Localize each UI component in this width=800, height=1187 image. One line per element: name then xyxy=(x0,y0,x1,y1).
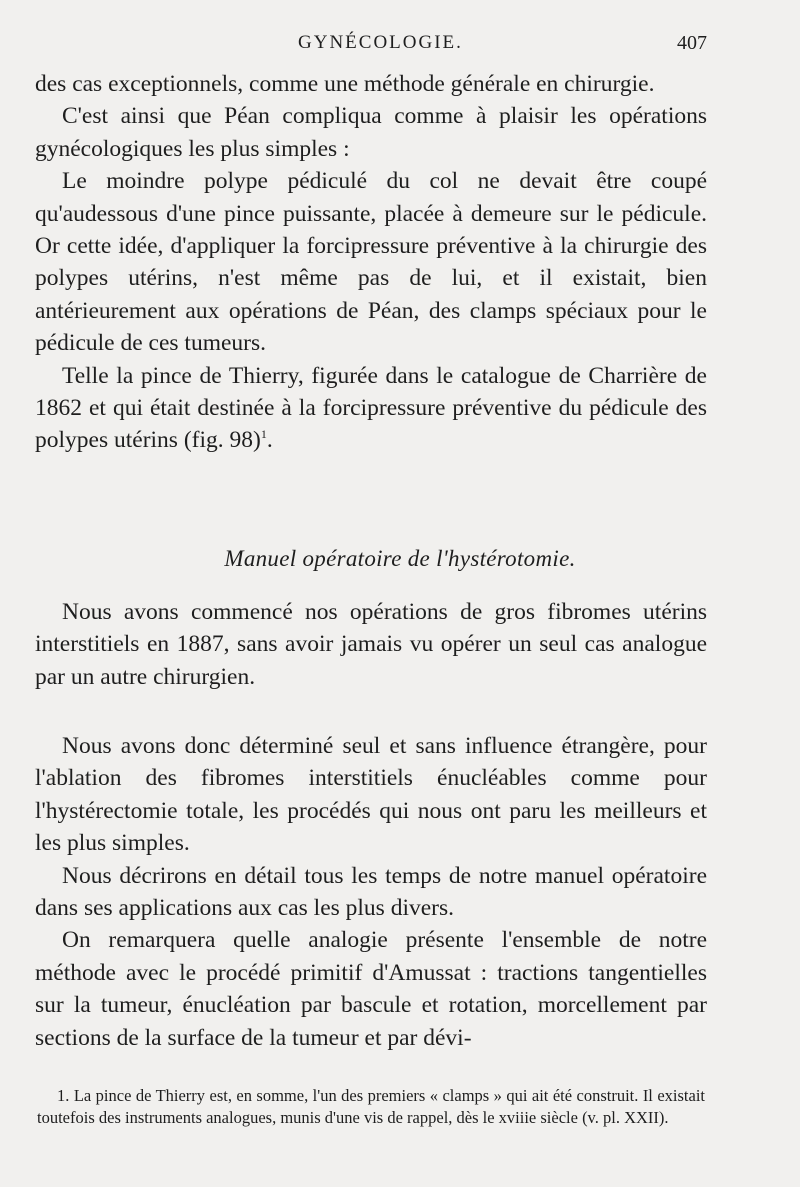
body-text-top xyxy=(35,68,707,457)
paragraph: C'est ainsi que Péan compliqua comme à plaisir les opérations gynécologiques les plus simples : xyxy=(35,103,707,162)
body-text-bottom xyxy=(35,730,707,1054)
footnote: 1. La pince de Thierry est, en somme, l'un des premiers « clamps » qui ait été construit. Il existait toutefois des instruments analogues, munis d'une vis de rappel, dès le xviiie siècle (v. pl. XXII). xyxy=(37,1086,705,1127)
page-header xyxy=(0,32,800,56)
paragraph: On remarquera quelle analogie présente l'ensemble de notre méthode avec le procédé primitif d'Amussat : tractions tangentielles sur la tumeur, énucléation par bascule et rotation, morcellement par sections de la surface de la tumeur et par dévi- xyxy=(35,927,707,1051)
paragraph: Nous décrirons en détail tous les temps de notre manuel opératoire dans ses applications aux cas les plus divers. xyxy=(35,862,707,922)
paragraph-text: Telle la pince de Thierry, figurée dans le catalogue de Charrière de 1862 et qui était destinée à la forcipressure préventive du pédicule des polypes utérins (fig. 98) xyxy=(35,362,707,454)
paragraph-end-punctuation: . xyxy=(266,427,273,454)
paragraph: Nous avons donc déterminé seul et sans influence étrangère, pour l'ablation des fibromes interstitiels énucléables comme pour l'hystérectomie totale, les procédés qui nous ont paru les meilleurs et les plus simples. xyxy=(35,733,707,857)
paragraph: Nous avons commencé nos opérations de gros fibromes utérins interstitiels en 1887, sans avoir jamais vu opérer un seul cas analogue par un autre chirurgien. xyxy=(35,599,707,690)
body-text-middle xyxy=(35,596,707,693)
paragraph: des cas exceptionnels, comme une méthode générale en chirurgie. xyxy=(35,71,655,97)
paragraph xyxy=(35,360,707,457)
footnote-reference: 1 xyxy=(260,427,267,442)
paragraph: Le moindre polype pédiculé du col ne devait être coupé qu'audessous d'une pince puissante, placée à demeure sur le pédicule. Or cette idée, d'appliquer la forcipressure préventive à la chirurgie des polypes utérins, n'est même pas de lui, et il existait, bien antérieurement aux opérations de Péan, des clamps spéciaux pour le pédicule de ces tumeurs. xyxy=(35,168,707,357)
page-number: 407 xyxy=(677,32,707,54)
section-heading: Manuel opératoire de l'hystérotomie. xyxy=(224,546,576,571)
running-title: GYNÉCOLOGIE. xyxy=(298,32,463,53)
